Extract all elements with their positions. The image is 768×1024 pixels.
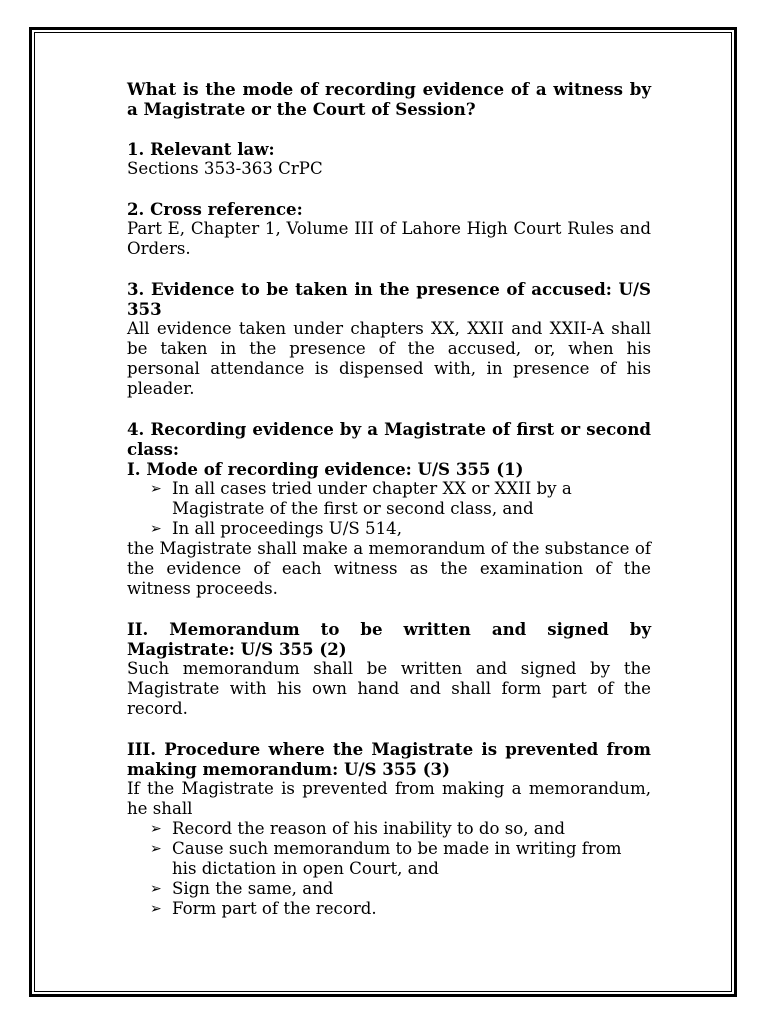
list-item-text: Sign the same, and	[172, 879, 334, 898]
section-1-heading: 1. Relevant law:	[127, 139, 275, 159]
list-item	[148, 839, 651, 879]
list-item	[148, 479, 651, 519]
section-3-text: All evidence taken under chapters XX, XXII and XXII-A shall be taken in the presence of the accused, or, when his personal attendance is dispensed with, in presence of his pleader.	[127, 319, 651, 398]
list-item-text: Form part of the record.	[172, 899, 377, 918]
list-item	[148, 879, 651, 899]
subsection-3-heading: III. Procedure where the Magistrate is prevented from making memorandum: U/S 355 (3)	[127, 739, 651, 779]
subsection-1-text: the Magistrate shall make a memorandum of the substance of the evidence of each witness as the examination of the witness proceeds.	[127, 539, 651, 598]
list-item-text: Cause such memorandum to be made in writing from his dictation in open Court, and	[172, 839, 622, 878]
document-body	[127, 79, 651, 919]
list-item-text: Record the reason of his inability to do so, and	[172, 819, 566, 838]
subsection-1-heading: I. Mode of recording evidence: U/S 355 (1)	[127, 459, 524, 479]
list-item-text: In all proceedings U/S 514,	[172, 519, 402, 538]
document-title: What is the mode of recording evidence of a witness by a Magistrate or the Court of Session?	[127, 79, 651, 119]
section-1-text: Sections 353-363 CrPC	[127, 159, 323, 178]
section-4-heading: 4. Recording evidence by a Magistrate of first or second class:	[127, 419, 651, 459]
arrowhead-bullet-icon: ➢	[150, 521, 162, 537]
list-item	[148, 899, 651, 919]
section-2-text: Part E, Chapter 1, Volume III of Lahore High Court Rules and Orders.	[127, 219, 651, 258]
arrowhead-bullet-icon: ➢	[150, 481, 162, 497]
subsection-3-text: If the Magistrate is prevented from making a memorandum, he shall	[127, 779, 651, 818]
list-item	[148, 819, 651, 839]
list-item	[148, 519, 651, 539]
arrowhead-bullet-icon: ➢	[150, 821, 162, 837]
subsection-2-heading: II. Memorandum to be written and signed by Magistrate: U/S 355 (2)	[127, 619, 651, 659]
section-2-heading: 2. Cross reference:	[127, 199, 303, 219]
subsection-2-text: Such memorandum shall be written and signed by the Magistrate with his own hand and shall form part of the record.	[127, 659, 651, 718]
section-3-heading: 3. Evidence to be taken in the presence of accused: U/S 353	[127, 279, 651, 319]
arrowhead-bullet-icon: ➢	[150, 841, 162, 857]
arrowhead-bullet-icon: ➢	[150, 881, 162, 897]
arrowhead-bullet-icon: ➢	[150, 901, 162, 917]
subsection-3-bullets	[127, 819, 651, 919]
subsection-1-bullets	[127, 479, 651, 539]
list-item-text: In all cases tried under chapter XX or XXII by a Magistrate of the first or second class, and	[172, 479, 572, 518]
